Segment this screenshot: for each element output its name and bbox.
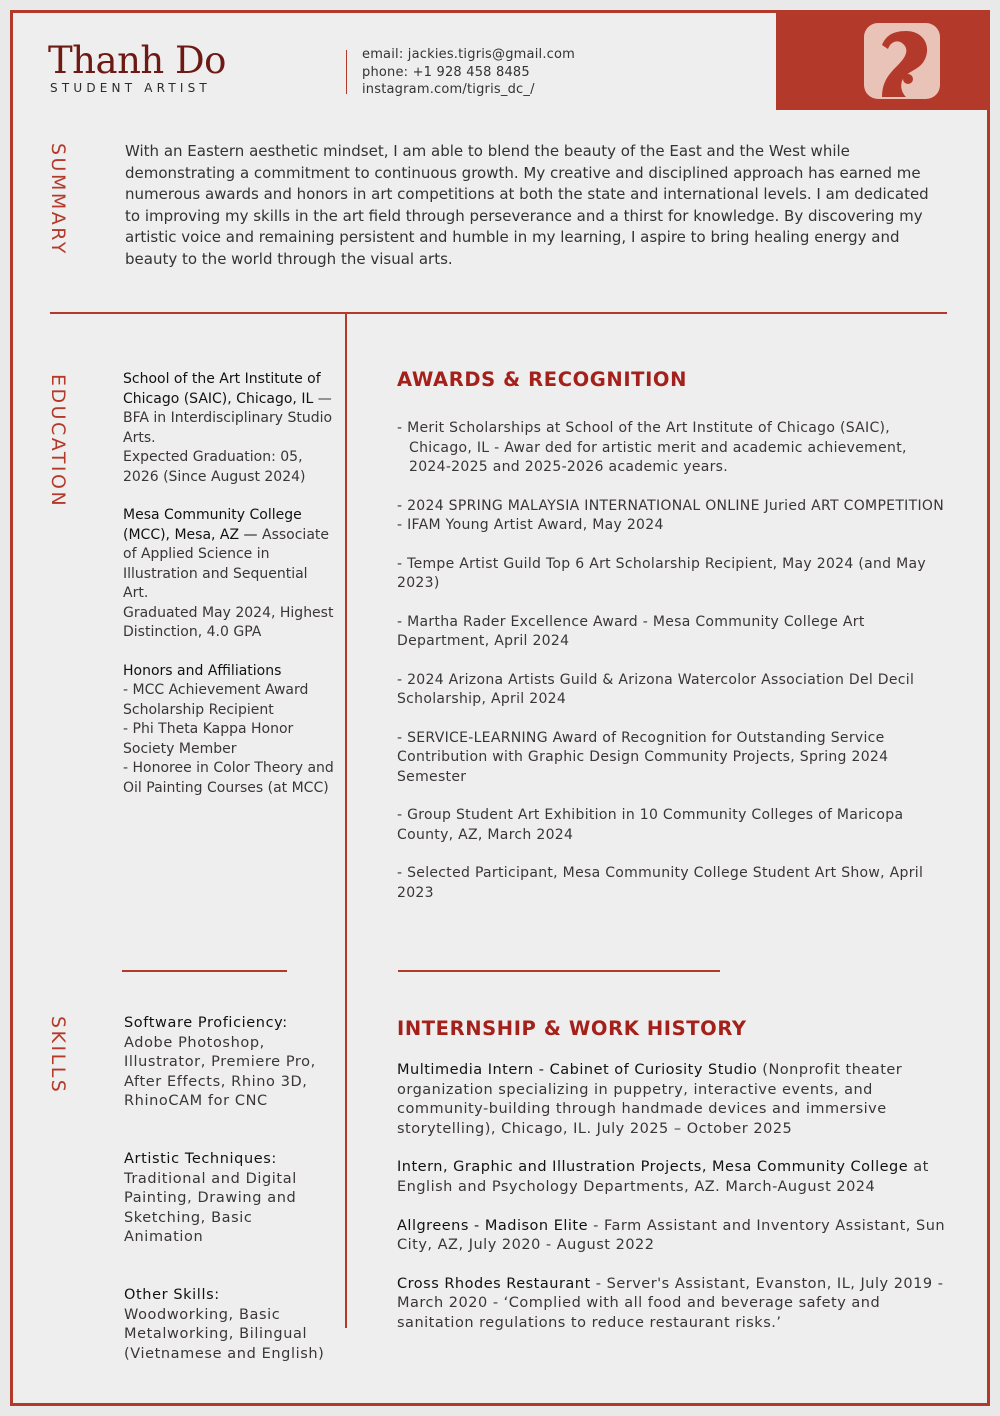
summary-text: With an Eastern aesthetic mindset, I am able to blend the beauty of the East and the West while demonstrating a commitment to continuous growth. My creative and disciplined approach has earned me numerous awards and honors in art competitions at both the state and international levels. I am dedicated to improving my skills in the art field through perseverance and a thirst for knowledge. By discovering my artistic voice and remaining persistent and humble in my learning, I aspire to bring healing energy and beauty to the world through the visual arts. (125, 142, 929, 268)
award-item: - SERVICE-LEARNING Award of Recognition for Outstanding Service Contribution with Graphic Design Community Projects, Spring 2024 Semester (397, 729, 889, 785)
contact-phone[interactable]: phone: +1 928 458 8485 (362, 64, 530, 80)
skill-group-software (124, 1014, 334, 1112)
skill-head: Other Skills: (124, 1286, 220, 1303)
education-section (123, 370, 335, 817)
work-list (397, 1061, 947, 1353)
work-item (397, 1158, 947, 1197)
skill-head: Artistic Techniques: (124, 1150, 277, 1167)
work-role: Intern, Graphic and Illustration Projects, Mesa Community College (397, 1159, 909, 1176)
skill-group-other (124, 1286, 334, 1364)
work-item (397, 1217, 947, 1256)
graduation-info: Expected Graduation: 05, 2026 (Since August 2024) (123, 449, 306, 485)
award-item: - Martha Rader Excellence Award - Mesa Community College Art Department, April 2024 (397, 613, 865, 649)
logo-panel (776, 13, 987, 110)
work-divider (398, 970, 720, 972)
work-detail: - Server's Assistant, Evanston, IL, July 2019 - March 2020 - ‘Complied with all food and beverage safety and sanitation regulations to reduce restaurant risks.’ (397, 1275, 944, 1331)
contact-email[interactable]: email: jackies.tigris@gmail.com (362, 47, 576, 62)
work-item (397, 1061, 947, 1139)
work-role: Allgreens - Madison Elite (397, 1217, 589, 1234)
honors-item: - Honoree in Color Theory and Oil Painting Courses (at MCC) (123, 760, 334, 796)
honors-title: Honors and Affiliations (123, 662, 282, 679)
work-detail: - Farm Assistant and Inventory Assistant, Sun City, AZ, July 2020 - August 2022 (397, 1217, 946, 1254)
award-item: - Selected Participant, Mesa Community College Student Art Show, April 2023 (397, 865, 924, 901)
degree-detail: Associate of Applied Science in Illustration and Sequential Art. (123, 526, 329, 601)
summary-label: SUMMARY (47, 143, 69, 256)
school-name: Mesa Community College (MCC), Mesa, AZ — (123, 507, 302, 543)
honors-block (123, 662, 335, 799)
contact-instagram[interactable]: instagram.com/tigris_dc_/ (362, 82, 535, 97)
award-item: - 2024 SPRING MALAYSIA INTERNATIONAL ONLINE Juried ART COMPETITION - IFAM Young Artist Award, May 2024 (397, 497, 944, 533)
award-item: - Merit Scholarships at School of the Art Institute of Chicago (SAIC), Chicago, IL - Awar ded for artistic merit and academic achievement, 2024-2025 and 2025-2026 academic years. (397, 420, 907, 475)
column-divider (345, 313, 347, 1328)
graduation-info: Graduated May 2024, Highest Distinction, 4.0 GPA (123, 604, 334, 640)
work-detail: at English and Psychology Departments, AZ. March-August 2024 (397, 1159, 929, 1195)
skill-group-techniques (124, 1150, 334, 1248)
contact-block (362, 46, 575, 99)
award-item: - Group Student Art Exhibition in 10 Community Colleges of Maricopa County, AZ, March 2024 (397, 807, 904, 843)
work-item (397, 1275, 947, 1334)
education-entry-mcc (123, 506, 335, 643)
skill-head: Software Proficiency: (124, 1015, 288, 1031)
award-item: - 2024 Arizona Artists Guild & Arizona Watercolor Association Del Decil Scholarship, April 2024 (397, 671, 915, 707)
skill-body: Woodworking, Basic Metalworking, Bilingual (Vietnamese and English) (124, 1306, 325, 1362)
skill-body: Traditional and Digital Painting, Drawing and Sketching, Basic Animation (124, 1170, 297, 1246)
awards-list (397, 419, 947, 922)
work-title: INTERNSHIP & WORK HISTORY (397, 1017, 747, 1040)
skills-section (124, 1014, 334, 1402)
monogram-logo-icon (862, 21, 942, 101)
work-role: Multimedia Intern - Cabinet of Curiosity Studio (397, 1062, 758, 1078)
honors-item: - Phi Theta Kappa Honor Society Member (123, 721, 294, 757)
header-divider (346, 50, 347, 94)
person-name: Thanh Do (48, 39, 226, 82)
work-detail: (Nonprofit theater organization specializing in puppetry, interactive events, and community-building through handmade devices and immersive storytelling), Chicago, IL. July 2025 – October 2025 (397, 1062, 903, 1137)
work-role: Cross Rhodes Restaurant (397, 1275, 591, 1292)
awards-title: AWARDS & RECOGNITION (397, 368, 688, 391)
education-label: EDUCATION (47, 374, 69, 509)
skills-label: SKILLS (47, 1016, 69, 1095)
skills-divider (122, 970, 287, 972)
education-entry-saic (123, 370, 335, 487)
degree-detail: — BFA in Interdisciplinary Studio Arts. (123, 390, 333, 446)
honors-item: - MCC Achievement Award Scholarship Recipient (123, 682, 309, 718)
summary-divider (50, 312, 947, 314)
award-item: - Tempe Artist Guild Top 6 Art Scholarship Recipient, May 2024 (and May 2023) (397, 555, 926, 591)
person-role: STUDENT ARTIST (50, 81, 211, 95)
skill-body: Adobe Photoshop, Illustrator, Premiere Pro, After Effects, Rhino 3D, RhinoCAM for CNC (124, 1034, 316, 1110)
school-name: School of the Art Institute of Chicago (SAIC), Chicago, IL (123, 371, 321, 407)
